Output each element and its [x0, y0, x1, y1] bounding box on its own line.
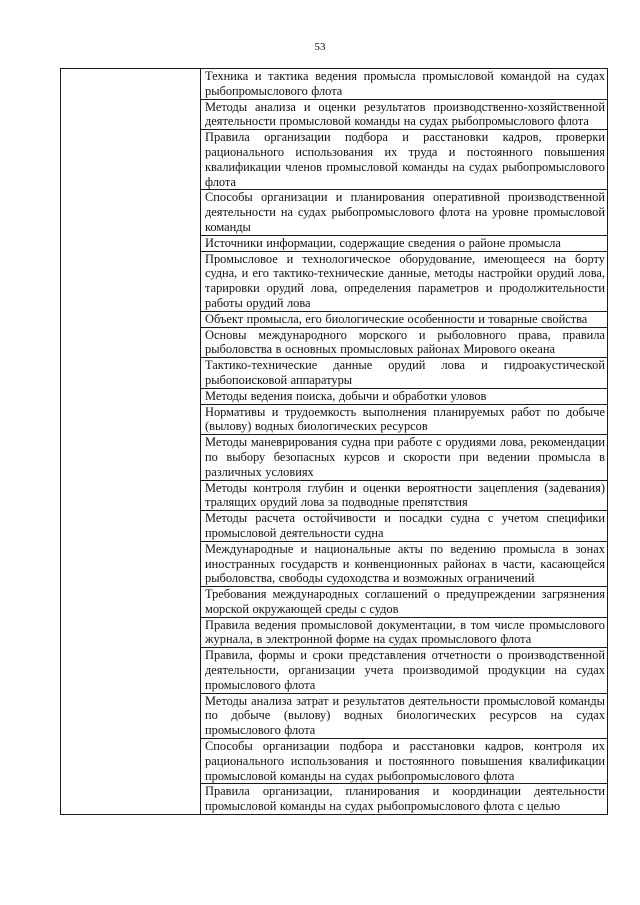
- table-cell: [201, 784, 608, 815]
- table-cell: [201, 190, 608, 235]
- row-text: Тактико-технические данные орудий лова и гидроакустической рыбопоисковой аппаратуры: [205, 358, 605, 387]
- left-column-cell: [61, 69, 201, 815]
- row-text: Основы международного морского и рыболовного права, правила рыболовства в основных промысловых районах Мирового океана: [205, 327, 605, 357]
- page-number: 53: [314, 41, 326, 53]
- table-cell: [201, 311, 608, 327]
- row-text: Правила ведения промысловой документации, в том числе промыслового журнала, в электронной форме на судах промыслового флота: [205, 617, 605, 647]
- row-text: Требования международных соглашений о предупреждении загрязнения морской окружающей среды с судов: [205, 587, 605, 616]
- row-text: Международные и национальные акты по ведению промысла в зонах иностранных государств и конвенционных районах в части, касающейся рыболовства, свободы судоходства и возможных ограничений: [205, 541, 605, 586]
- table-cell: [201, 587, 608, 618]
- row-text: Методы расчета остойчивости и посадки судна с учетом специфики промысловой деятельности судна: [205, 511, 605, 540]
- table-cell: [201, 251, 608, 311]
- row-text: Методы анализа затрат и результатов деятельности промысловой команды по добыче (вылову) водных биологических ресурсов на судах промыслового флота: [205, 693, 605, 738]
- table-cell: [201, 648, 608, 693]
- table-cell: [201, 541, 608, 586]
- table-cell: [201, 435, 608, 480]
- row-text: Правила организации подбора и расстановки кадров, проверки рационального использования их труда и постоянного повышения квалификации членов промысловой команды на судах рыбопромыслового флота: [205, 130, 605, 189]
- row-text: Источники информации, содержащие сведения о районе промысла: [205, 235, 561, 250]
- table-cell: [201, 388, 608, 404]
- row-text: Методы маневрирования судна при работе с орудиями лова, рекомендации по выбору безопасных курсов и скорости при ведении промысла в различных условиях: [205, 435, 605, 479]
- row-text: Способы организации и планирования оперативной производственной деятельности на судах рыбопромыслового флота на уровне промысловой команды: [205, 190, 605, 234]
- table-row: [61, 69, 608, 100]
- table-cell: [201, 69, 608, 100]
- row-text: Правила организации, планирования и координации деятельности промысловой команды на судах рыбопромыслового флота с целью: [205, 784, 605, 814]
- table-cell: [201, 404, 608, 435]
- row-text: Методы контроля глубин и оценки вероятности зацепления (задевания) тралящих орудий лова за подводные препятствия: [205, 480, 605, 510]
- row-text: Нормативы и трудоемкость выполнения планируемых работ по добыче (вылову) водных биологических ресурсов: [205, 404, 605, 434]
- knowledge-table: [60, 68, 608, 815]
- table-cell: [201, 617, 608, 648]
- row-text: Промысловое и технологическое оборудование, имеющееся на борту судна, и его тактико-технические данные, методы настройки орудий лова, тарировки орудий лова, определения параметров и продолжительности работы орудий лова: [205, 251, 605, 310]
- row-text: Техника и тактика ведения промысла промысловой командой на судах рыбопромыслового флота: [205, 69, 605, 98]
- table-cell: [201, 99, 608, 130]
- table-cell: [201, 739, 608, 784]
- row-text: Объект промысла, его биологические особенности и товарные свойства: [205, 311, 588, 326]
- table-cell: [201, 327, 608, 358]
- table-cell: [201, 693, 608, 738]
- table-cell: [201, 511, 608, 542]
- row-text: Правила, формы и сроки представления отчетности о производственной деятельности, организации учета производимой продукции на судах промыслового флота: [205, 648, 605, 692]
- row-text: Способы организации подбора и расстановки кадров, контроля их рационального использования и постоянного повышения квалификации промысловой команды на судах рыбопромыслового флота: [205, 739, 605, 783]
- row-text: Методы ведения поиска, добычи и обработки уловов: [205, 388, 487, 403]
- row-text: Методы анализа и оценки результатов производственно-хозяйственной деятельности промысловой команды на судах рыбопромыслового флота: [205, 99, 605, 129]
- table-cell: [201, 130, 608, 190]
- table-cell: [201, 480, 608, 511]
- table-cell: [201, 358, 608, 389]
- table-cell: [201, 235, 608, 251]
